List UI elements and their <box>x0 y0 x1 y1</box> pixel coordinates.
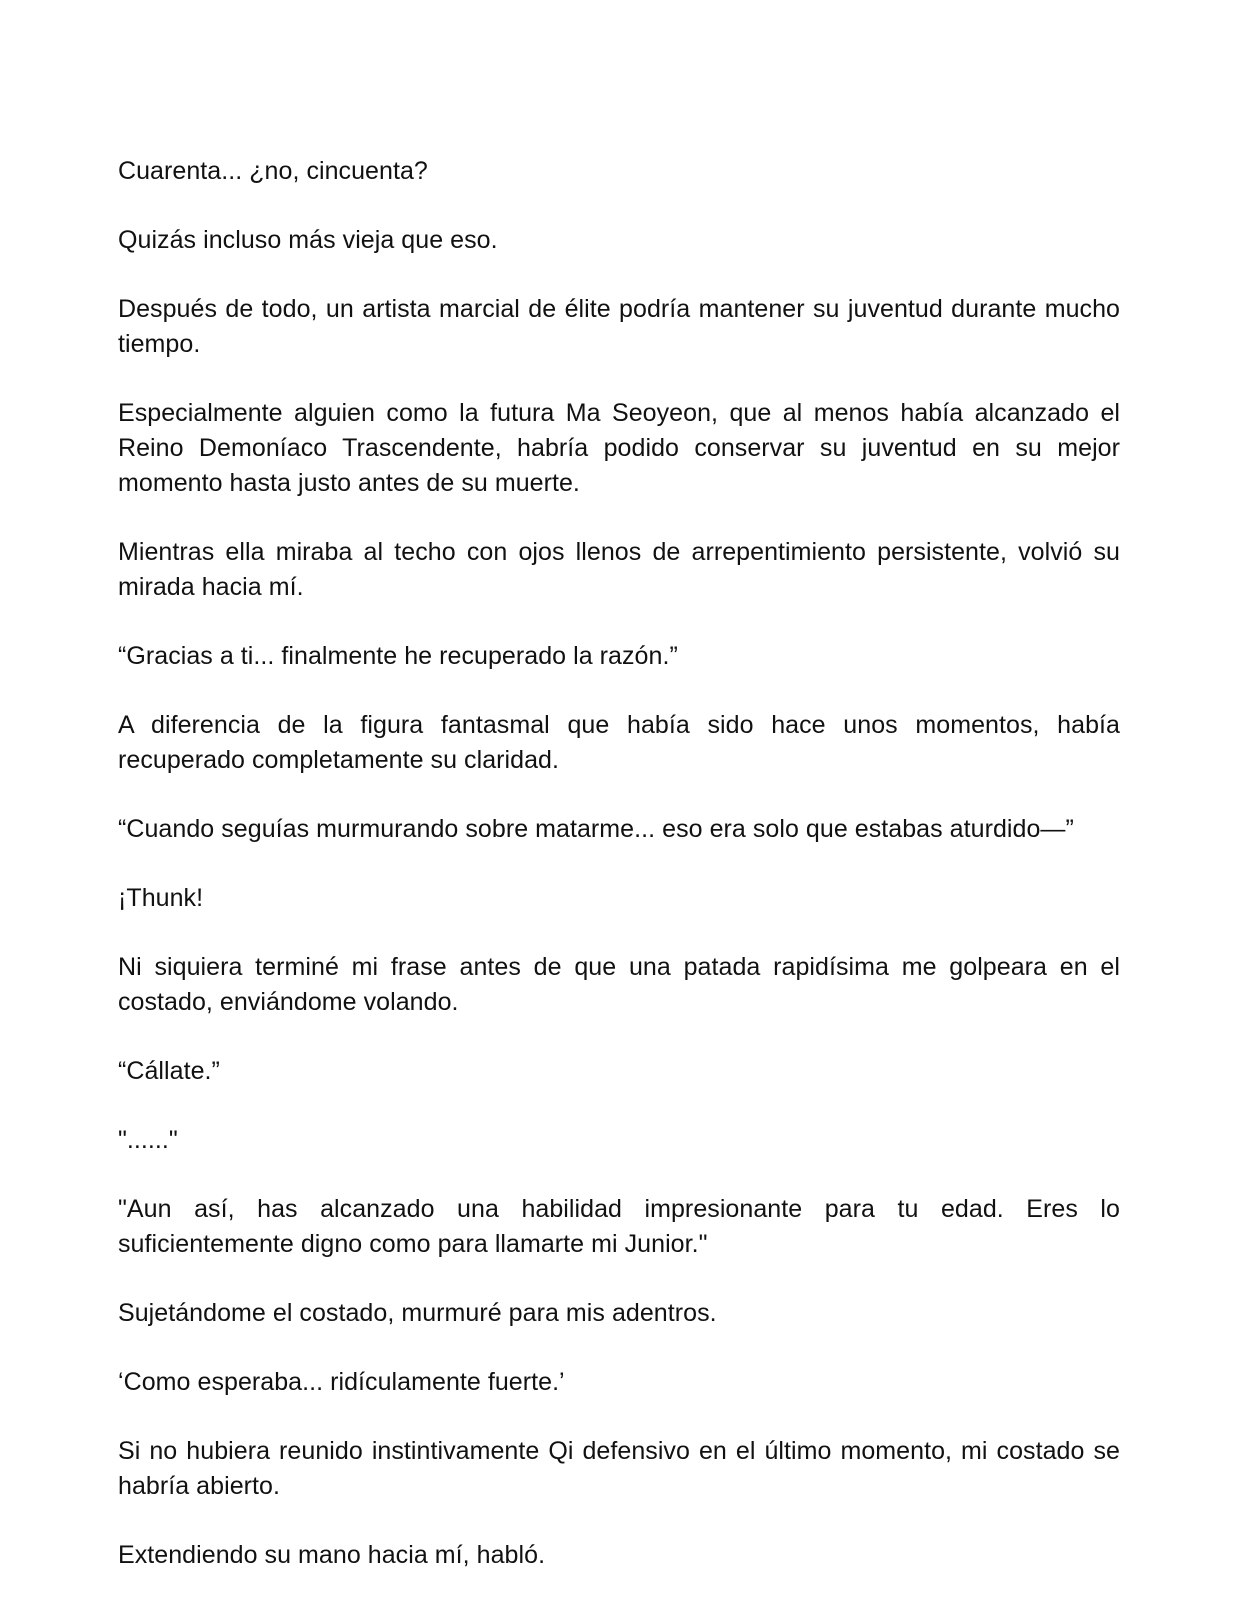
paragraph: Ni siquiera terminé mi frase antes de que una patada rapidísima me golpeara en el costado, enviándome volando. <box>118 953 1120 1016</box>
paragraph: "Aun así, has alcanzado una habilidad impresionante para tu edad. Eres lo suficientemente digno como para llamarte mi Junior." <box>118 1195 1120 1258</box>
body-text <box>118 154 1120 1607</box>
paragraph: Después de todo, un artista marcial de élite podría mantener su juventud durante mucho tiempo. <box>118 295 1120 358</box>
paragraph: Cuarenta... ¿no, cincuenta? <box>118 157 428 185</box>
paragraph: Especialmente alguien como la futura Ma Seoyeon, que al menos había alcanzado el Reino Demoníaco Trascendente, habría podido conservar su juventud en su mejor momento hasta justo antes de su muerte. <box>118 399 1120 497</box>
paragraph: Si no hubiera reunido instintivamente Qi defensivo en el último momento, mi costado se habría abierto. <box>118 1437 1120 1500</box>
paragraph: "......" <box>118 1126 178 1154</box>
paragraph: ¡Thunk! <box>118 884 204 912</box>
paragraph: Sujetándome el costado, murmuré para mis adentros. <box>118 1299 717 1327</box>
paragraph: Extendiendo su mano hacia mí, habló. <box>118 1541 546 1569</box>
paragraph: “Cuando seguías murmurando sobre matarme... eso era solo que estabas aturdido—” <box>118 815 1074 843</box>
paragraph: ‘Como esperaba... ridículamente fuerte.’ <box>118 1368 565 1396</box>
paragraph: Quizás incluso más vieja que eso. <box>118 226 498 254</box>
paragraph: Mientras ella miraba al techo con ojos llenos de arrepentimiento persistente, volvió su mirada hacia mí. <box>118 538 1120 601</box>
paragraph: “Gracias a ti... finalmente he recuperado la razón.” <box>118 642 678 670</box>
paragraph: “Cállate.” <box>118 1057 220 1085</box>
paragraph: A diferencia de la figura fantasmal que había sido hace unos momentos, había recuperado completamente su claridad. <box>118 711 1120 774</box>
